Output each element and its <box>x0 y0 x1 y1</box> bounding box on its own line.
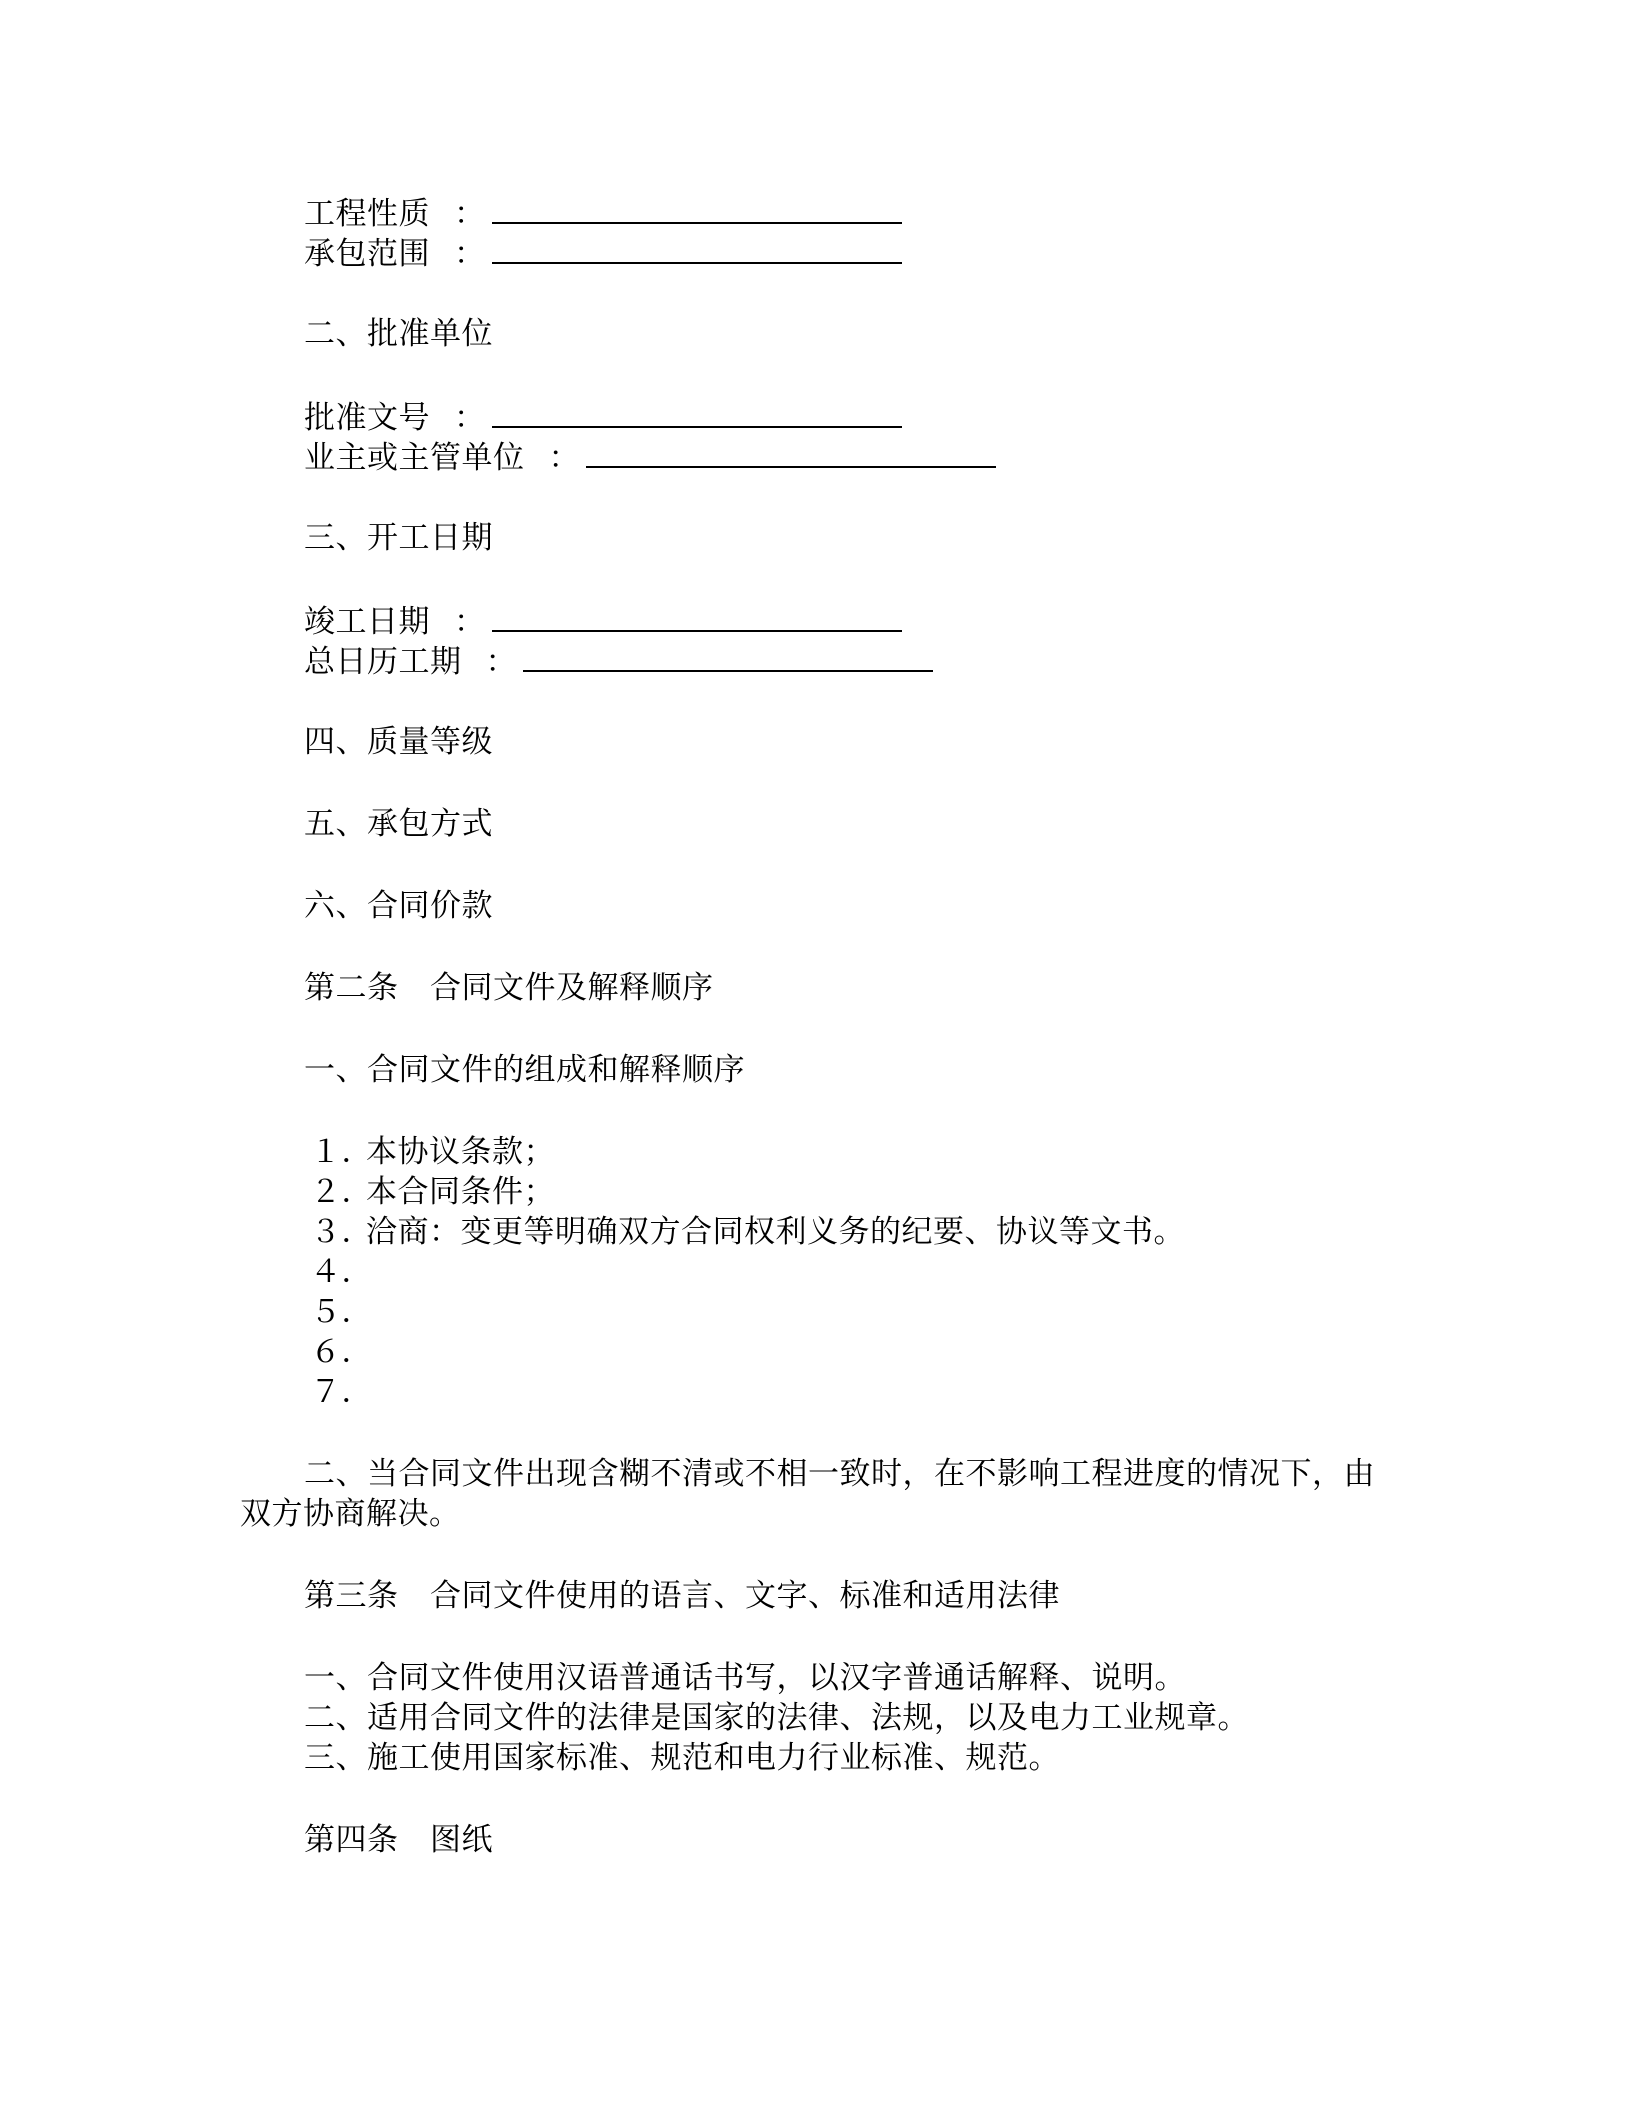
heading-start-date: 三、开工日期 <box>304 520 493 556</box>
field-label: 业主或主管单位 <box>304 440 525 476</box>
article3-item: 三、施工使用国家标准、规范和电力行业标准、规范。 <box>304 1740 1060 1776</box>
field-completion-date <box>304 600 902 642</box>
list-number: ４． <box>310 1254 373 1290</box>
list-item <box>304 1212 1185 1252</box>
field-label: 承包范围 <box>304 236 430 272</box>
heading-quality-grade: 四、质量等级 <box>304 724 493 760</box>
article2-subheading-1: 一、合同文件的组成和解释顺序 <box>304 1052 745 1088</box>
field-colon: ： <box>454 196 486 232</box>
field-approval-number <box>304 396 902 438</box>
list-text: 本合同条件； <box>366 1174 555 1210</box>
list-item <box>304 1252 373 1292</box>
field-label: 批准文号 <box>304 400 430 436</box>
list-number: ７． <box>310 1374 373 1410</box>
heading-approval-unit: 二、批准单位 <box>304 316 493 352</box>
field-label: 总日历工期 <box>304 644 462 680</box>
article2-title: 第二条 合同文件及解释顺序 <box>304 970 714 1006</box>
field-colon: ： <box>454 604 486 640</box>
field-contract-scope <box>304 232 902 274</box>
list-item <box>304 1372 373 1412</box>
heading-contract-price: 六、合同价款 <box>304 888 493 924</box>
list-number: ６． <box>310 1334 373 1370</box>
list-number: ３． <box>310 1214 373 1250</box>
fill-in-blank[interactable] <box>492 192 902 224</box>
field-total-calendar-days <box>304 640 933 682</box>
field-colon: ： <box>548 440 580 476</box>
fill-in-blank[interactable] <box>492 396 902 428</box>
field-label: 工程性质 <box>304 196 430 232</box>
list-text: 本协议条款； <box>366 1134 555 1170</box>
fill-in-blank[interactable] <box>492 232 902 264</box>
fill-in-blank[interactable] <box>586 436 996 468</box>
article3-item: 二、适用合同文件的法律是国家的法律、法规，以及电力工业规章。 <box>304 1700 1249 1736</box>
field-colon: ： <box>454 236 486 272</box>
fill-in-blank[interactable] <box>523 640 933 672</box>
list-number: ２． <box>310 1174 373 1210</box>
field-colon: ： <box>485 644 517 680</box>
list-item <box>304 1292 373 1332</box>
list-item <box>304 1332 373 1372</box>
field-owner-unit <box>304 436 996 478</box>
list-number: １． <box>310 1134 373 1170</box>
fill-in-blank[interactable] <box>492 600 902 632</box>
list-number: ５． <box>310 1294 373 1330</box>
field-project-nature <box>304 192 902 234</box>
list-text: 洽商：变更等明确双方合同权利义务的纪要、协议等文书。 <box>366 1214 1185 1250</box>
heading-contract-mode: 五、承包方式 <box>304 806 493 842</box>
field-colon: ： <box>454 400 486 436</box>
article3-title: 第三条 合同文件使用的语言、文字、标准和适用法律 <box>304 1578 1060 1614</box>
article3-item: 一、合同文件使用汉语普通话书写，以汉字普通话解释、说明。 <box>304 1660 1186 1696</box>
article4-title: 第四条 图纸 <box>304 1822 493 1858</box>
list-item <box>304 1172 555 1212</box>
field-label: 竣工日期 <box>304 604 430 640</box>
article2-subheading-2-line2: 双方协商解决。 <box>240 1496 461 1532</box>
list-item <box>304 1132 555 1172</box>
article2-subheading-2-line1: 二、当合同文件出现含糊不清或不相一致时，在不影响工程进度的情况下，由 <box>304 1456 1375 1492</box>
